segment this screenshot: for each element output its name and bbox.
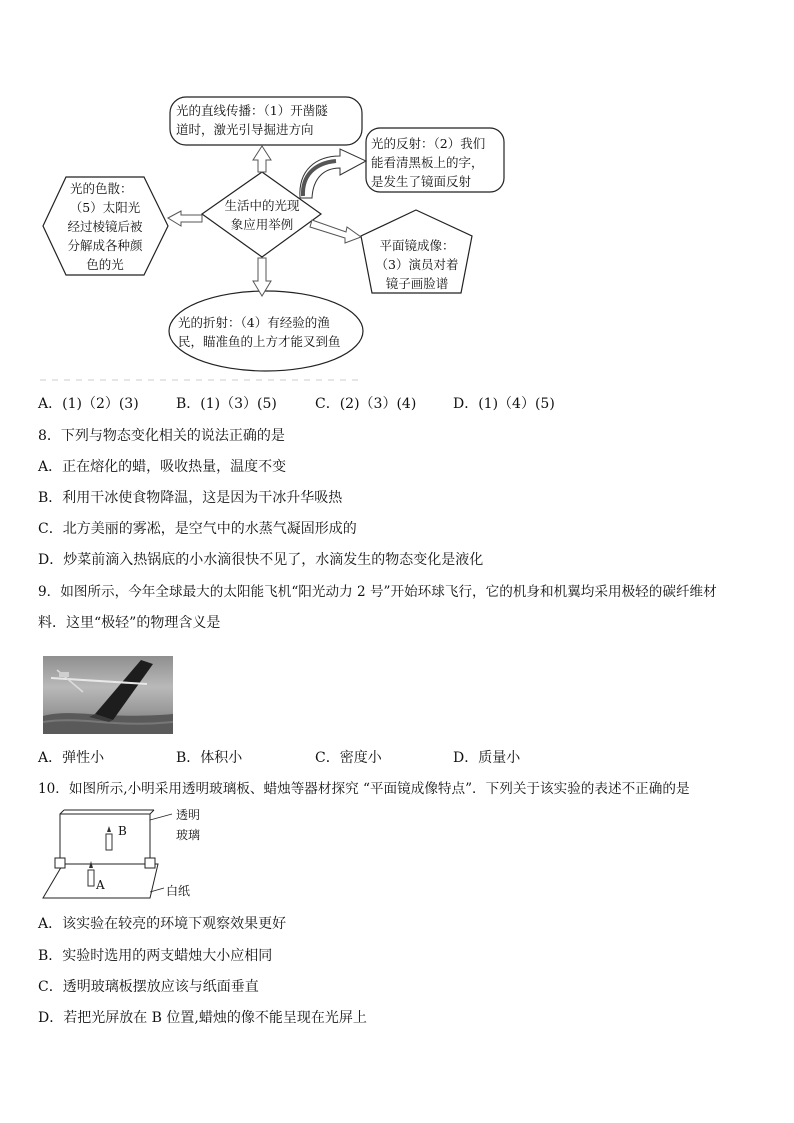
top-text-2: 道时，激光引导掘进方向 [176,122,314,137]
arrow-left [168,211,202,226]
center-diamond-text [214,196,310,234]
mirror-experiment-figure [40,806,210,902]
q10-option-d[interactable]: D．若把光屏放在 B 位置,蜡烛的像不能呈现在光屏上 [38,1010,367,1026]
top-text-1: 光的直线传播：（1）开凿隧 [176,103,328,118]
q9-option-c[interactable]: C．密度小 [315,750,382,766]
q8-stem: 8．下列与物态变化相关的说法正确的是 [38,428,285,444]
left-text-3: 经过棱镜后被 [67,219,143,234]
right-top-box-text [371,134,503,191]
bottom-text-2: 民，瞄准鱼的上方才能叉到鱼 [178,334,341,349]
q7-option-b[interactable]: B．(1)（3）(5) [176,396,277,412]
solar-plane-photo [43,656,173,734]
q8-option-c[interactable]: C．北方美丽的雾凇，是空气中的水蒸气凝固形成的 [38,521,357,537]
q7-options [38,395,555,413]
solar-plane-drawing [43,656,173,734]
label-glass-1: 透明 [176,808,201,822]
right-bottom-pentagon-text [364,236,470,293]
right-bottom-text-3: 镜子画脸谱 [385,276,449,291]
q7-option-c[interactable]: C．(2)（3）(4) [315,396,417,412]
q7-option-a[interactable]: A．(1)（2）(3) [38,396,139,412]
arrow-right-down [310,220,361,243]
arrow-up [253,146,271,172]
arrow-curved [300,149,366,198]
label-glass-2: 玻璃 [176,828,201,842]
left-text-2: （5）太阳光 [69,200,141,215]
q9-option-a[interactable]: A．弹性小 [38,750,105,766]
q10-option-c[interactable]: C．透明玻璃板摆放应该与纸面垂直 [38,979,259,995]
arrow-down [253,258,271,296]
center-text-1: 生活中的光现 [224,198,300,213]
q10-stem: 10．如图所示,小明采用透明玻璃板、蜡烛等器材探究 “平面镜成像特点”．下列关于该实验的表述不正确的是 [38,781,690,797]
q7-option-d[interactable]: D．(1)（4）(5) [453,396,555,412]
q9-option-d[interactable]: D．质量小 [453,750,521,766]
label-b: B [118,824,127,838]
center-text-2: 象应用举例 [230,217,294,232]
left-text-4: 分解成各种颜 [67,238,143,253]
right-top-text-1: 光的反射：（2）我们 [371,136,486,151]
q9-options [38,749,520,767]
right-bottom-text-1: 平面镜成像： [379,238,455,253]
left-text-5: 色的光 [86,257,124,272]
q8-option-d[interactable]: D．炒菜前滴入热锅底的小水滴很快不见了，水滴发生的物态变化是液化 [38,552,484,568]
right-top-text-3: 是发生了镜面反射 [371,174,472,189]
right-top-text-2: 能看清黑板上的字， [371,155,484,170]
top-box-text [176,101,362,139]
right-bottom-text-2: （3）演员对着 [375,257,459,272]
q8-option-b[interactable]: B．利用干冰使食物降温，这是因为干冰升华吸热 [38,490,343,506]
left-text-1: 光的色散： [70,181,133,196]
q10-option-a[interactable]: A．该实验在较亮的环境下观察效果更好 [38,916,287,932]
bottom-text-1: 光的折射：（4）有经验的渔 [178,315,330,330]
q9-stem-line1: 9．如图所示，今年全球最大的太阳能飞机“阳光动力 2 号”开始环球飞行，它的机身和机翼均采用极轻的碳纤维材 [38,584,717,600]
bottom-ellipse-text [178,313,358,351]
q9-stem-line2: 料．这里“极轻”的物理含义是 [38,615,221,631]
left-hexagon-text [52,179,158,274]
q9-option-b[interactable]: B．体积小 [176,750,243,766]
concept-diagram [0,0,794,390]
label-a: A [96,878,105,892]
q8-option-a[interactable]: A．正在熔化的蜡，吸收热量，温度不变 [38,459,287,475]
q10-option-b[interactable]: B．实验时选用的两支蜡烛大小应相同 [38,948,273,964]
label-paper: 白纸 [166,884,191,898]
